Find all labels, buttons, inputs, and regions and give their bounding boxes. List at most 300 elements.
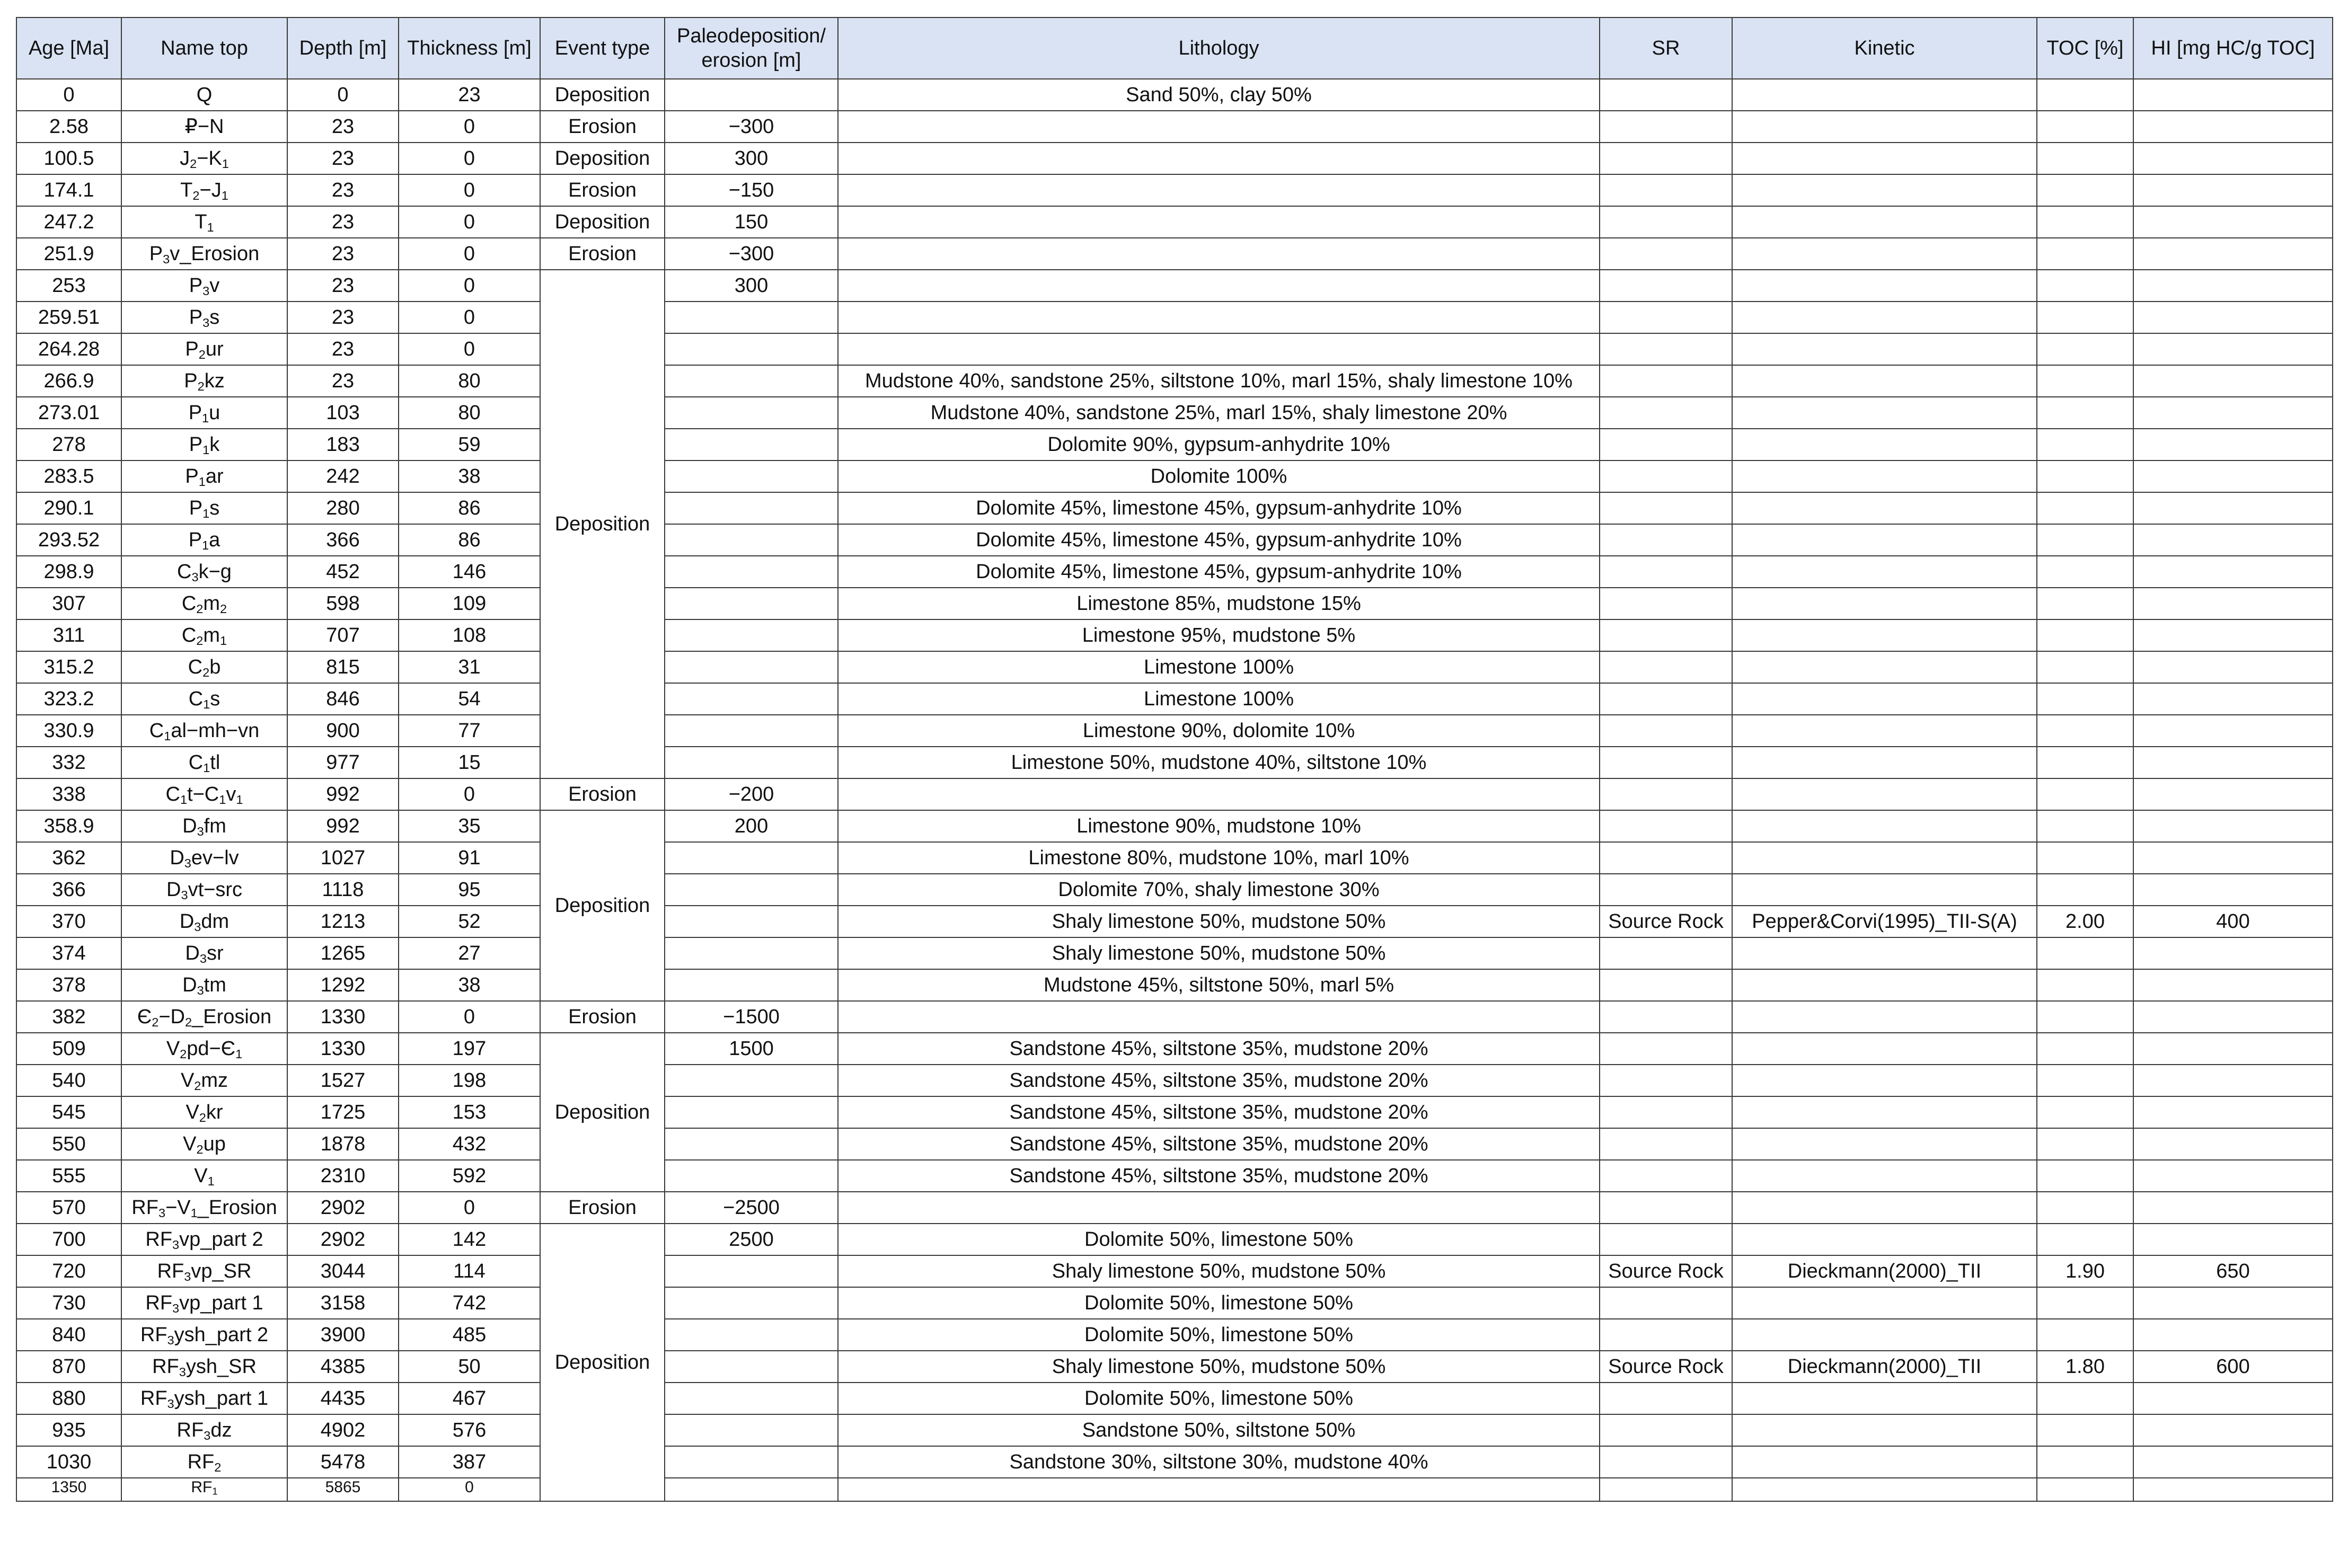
lithology-cell: Sandstone 45%, siltstone 35%, mudstone 20% xyxy=(838,1096,1600,1128)
table-row xyxy=(16,747,2333,778)
toc-cell xyxy=(2037,1160,2133,1192)
hi-cell xyxy=(2133,1287,2333,1319)
name-part: C xyxy=(181,624,197,646)
age-cell: 720 xyxy=(16,1255,121,1287)
thickness-cell: 80 xyxy=(399,397,540,429)
name-subscript: 3 xyxy=(202,315,210,330)
name-part: m xyxy=(203,624,220,646)
depth-cell: 3900 xyxy=(287,1319,399,1351)
name-part: D xyxy=(170,847,184,869)
toc-cell xyxy=(2037,492,2133,524)
name-top-cell xyxy=(121,1351,287,1383)
depth-cell: 3158 xyxy=(287,1287,399,1319)
thickness-cell: 0 xyxy=(399,143,540,174)
sr-cell xyxy=(1600,747,1732,778)
kinetic-cell xyxy=(1732,429,2037,460)
toc-cell xyxy=(2037,1192,2133,1224)
lithology-cell: Sandstone 30%, siltstone 30%, mudstone 40% xyxy=(838,1446,1600,1478)
table-row xyxy=(16,1383,2333,1414)
name-top-cell xyxy=(121,429,287,460)
name-top-cell xyxy=(121,747,287,778)
thickness-cell: 0 xyxy=(399,238,540,270)
name-part: fm xyxy=(204,815,226,837)
name-part: k xyxy=(209,433,220,456)
kinetic-cell xyxy=(1732,143,2037,174)
hi-cell xyxy=(2133,365,2333,397)
toc-cell xyxy=(2037,1478,2133,1501)
toc-cell xyxy=(2037,1128,2133,1160)
depth-cell: 598 xyxy=(287,588,399,619)
thickness-cell: 142 xyxy=(399,1224,540,1255)
table-row xyxy=(16,1319,2333,1351)
name-top-cell xyxy=(121,619,287,651)
name-part: P xyxy=(188,529,202,551)
lithology-cell xyxy=(838,778,1600,810)
sr-cell xyxy=(1600,778,1732,810)
lithology-cell: Dolomite 45%, limestone 45%, gypsum-anhydrite 10% xyxy=(838,492,1600,524)
kinetic-cell xyxy=(1732,111,2037,143)
depth-cell: 23 xyxy=(287,333,399,365)
name-subscript: 1 xyxy=(221,188,228,202)
paleodeposition-cell: 200 xyxy=(665,810,838,842)
depth-cell: 2310 xyxy=(287,1160,399,1192)
age-cell: 1350 xyxy=(16,1478,121,1501)
depth-cell: 2902 xyxy=(287,1224,399,1255)
sr-cell xyxy=(1600,874,1732,906)
name-subscript: 3 xyxy=(179,1365,186,1379)
header-thickness: Thickness [m] xyxy=(399,17,540,79)
name-part: T xyxy=(195,211,207,233)
kinetic-cell xyxy=(1732,174,2037,206)
name-top-cell xyxy=(121,111,287,143)
table-row xyxy=(16,778,2333,810)
name-part: vp_part 1 xyxy=(179,1292,263,1314)
toc-cell xyxy=(2037,238,2133,270)
name-part: RF xyxy=(131,1197,158,1219)
depth-cell: 4385 xyxy=(287,1351,399,1383)
age-cell: 362 xyxy=(16,842,121,874)
thickness-cell: 109 xyxy=(399,588,540,619)
name-part: RF xyxy=(152,1356,179,1378)
kinetic-cell xyxy=(1732,842,2037,874)
name-part: pd−Є xyxy=(187,1038,236,1060)
paleodeposition-cell xyxy=(665,79,838,111)
thickness-cell: 0 xyxy=(399,111,540,143)
event-type-cell: Deposition xyxy=(540,1224,665,1501)
depth-cell: 1330 xyxy=(287,1033,399,1065)
kinetic-cell xyxy=(1732,810,2037,842)
thickness-cell: 52 xyxy=(399,906,540,937)
name-top-cell xyxy=(121,1160,287,1192)
paleodeposition-cell xyxy=(665,524,838,556)
toc-cell xyxy=(2037,174,2133,206)
name-subscript: 3 xyxy=(197,983,204,997)
name-subscript: 3 xyxy=(172,1301,180,1315)
age-cell: 730 xyxy=(16,1287,121,1319)
name-part: C xyxy=(165,783,180,805)
toc-cell xyxy=(2037,651,2133,683)
sr-cell xyxy=(1600,683,1732,715)
thickness-cell: 485 xyxy=(399,1319,540,1351)
depth-cell: 1330 xyxy=(287,1001,399,1033)
name-part: P xyxy=(149,243,163,265)
sr-cell xyxy=(1600,619,1732,651)
toc-cell xyxy=(2037,1224,2133,1255)
name-part: T xyxy=(180,179,193,201)
lithology-cell xyxy=(838,174,1600,206)
age-cell: 540 xyxy=(16,1065,121,1096)
toc-cell xyxy=(2037,588,2133,619)
age-cell: 880 xyxy=(16,1383,121,1414)
name-part: ev−lv xyxy=(191,847,239,869)
name-part: kr xyxy=(206,1101,223,1123)
event-type-cell: Erosion xyxy=(540,1192,665,1224)
paleodeposition-cell xyxy=(665,1319,838,1351)
name-top-cell xyxy=(121,556,287,588)
name-part: −K xyxy=(197,147,222,170)
table-row xyxy=(16,1414,2333,1446)
hi-cell xyxy=(2133,238,2333,270)
name-top-cell xyxy=(121,1128,287,1160)
toc-cell xyxy=(2037,1001,2133,1033)
depth-cell: 4902 xyxy=(287,1414,399,1446)
thickness-cell: 0 xyxy=(399,206,540,238)
paleodeposition-cell: −1500 xyxy=(665,1001,838,1033)
name-part: RF xyxy=(157,1260,184,1282)
name-top-cell xyxy=(121,842,287,874)
paleodeposition-cell: −2500 xyxy=(665,1192,838,1224)
name-subscript: 2 xyxy=(198,347,206,361)
toc-cell: 2.00 xyxy=(2037,906,2133,937)
name-part: RF xyxy=(140,1387,167,1410)
age-cell: 378 xyxy=(16,969,121,1001)
depth-cell: 23 xyxy=(287,365,399,397)
sr-cell xyxy=(1600,302,1732,333)
age-cell: 2.58 xyxy=(16,111,121,143)
thickness-cell: 59 xyxy=(399,429,540,460)
name-subscript: 2 xyxy=(180,1047,187,1061)
paleodeposition-cell xyxy=(665,397,838,429)
paleodeposition-cell xyxy=(665,333,838,365)
table-row xyxy=(16,1478,2333,1501)
name-subscript: 3 xyxy=(204,1428,211,1442)
sr-cell xyxy=(1600,143,1732,174)
depth-cell: 4435 xyxy=(287,1383,399,1414)
table-row xyxy=(16,1001,2333,1033)
name-part: Q xyxy=(196,84,213,106)
age-cell: 251.9 xyxy=(16,238,121,270)
sr-cell xyxy=(1600,1096,1732,1128)
name-subscript: 1 xyxy=(220,633,227,648)
age-cell: 266.9 xyxy=(16,365,121,397)
age-cell: 278 xyxy=(16,429,121,460)
sr-cell xyxy=(1600,492,1732,524)
name-top-cell xyxy=(121,715,287,747)
kinetic-cell xyxy=(1732,651,2037,683)
sr-cell xyxy=(1600,1319,1732,1351)
toc-cell xyxy=(2037,619,2133,651)
age-cell: 550 xyxy=(16,1128,121,1160)
paleodeposition-cell xyxy=(665,1478,838,1501)
header-paleodeposition: Paleodeposition/ erosion [m] xyxy=(665,17,838,79)
hi-cell xyxy=(2133,683,2333,715)
sr-cell xyxy=(1600,524,1732,556)
depth-cell: 452 xyxy=(287,556,399,588)
table-row xyxy=(16,365,2333,397)
paleodeposition-cell xyxy=(665,1351,838,1383)
toc-cell xyxy=(2037,460,2133,492)
name-subscript: 2 xyxy=(199,1110,206,1124)
sr-cell xyxy=(1600,588,1732,619)
event-type-cell: Deposition xyxy=(540,270,665,778)
name-subscript: 3 xyxy=(194,919,201,934)
kinetic-cell xyxy=(1732,1096,2037,1128)
name-top-cell xyxy=(121,1255,287,1287)
header-hi: HI [mg HC/g TOC] xyxy=(2133,17,2333,79)
lithology-cell: Limestone 90%, dolomite 10% xyxy=(838,715,1600,747)
age-cell: 1030 xyxy=(16,1446,121,1478)
name-subscript: 2 xyxy=(202,665,210,679)
kinetic-cell xyxy=(1732,588,2037,619)
name-subscript: 2 xyxy=(184,1015,192,1029)
kinetic-cell xyxy=(1732,683,2037,715)
sr-cell xyxy=(1600,111,1732,143)
name-top-cell xyxy=(121,1446,287,1478)
thickness-cell: 0 xyxy=(399,302,540,333)
paleodeposition-cell xyxy=(665,588,838,619)
depth-cell: 103 xyxy=(287,397,399,429)
name-part: V xyxy=(180,1069,195,1092)
lithology-cell xyxy=(838,143,1600,174)
thickness-cell: 35 xyxy=(399,810,540,842)
name-top-cell xyxy=(121,238,287,270)
name-part: tl xyxy=(210,751,220,774)
sr-cell xyxy=(1600,174,1732,206)
age-cell: 555 xyxy=(16,1160,121,1192)
hi-cell xyxy=(2133,747,2333,778)
name-part: Є xyxy=(137,1006,152,1028)
name-part: a xyxy=(209,529,220,551)
table-row xyxy=(16,206,2333,238)
kinetic-cell xyxy=(1732,238,2037,270)
lithology-cell xyxy=(838,1192,1600,1224)
lithology-cell: Mudstone 40%, sandstone 25%, siltstone 10%, marl 15%, shaly limestone 10% xyxy=(838,365,1600,397)
hi-cell xyxy=(2133,429,2333,460)
hi-cell xyxy=(2133,397,2333,429)
table-row xyxy=(16,270,2333,302)
depth-cell: 183 xyxy=(287,429,399,460)
name-top-cell xyxy=(121,397,287,429)
sr-cell: Source Rock xyxy=(1600,1351,1732,1383)
name-part: k−g xyxy=(198,561,232,583)
name-part: mz xyxy=(201,1069,228,1092)
thickness-cell: 80 xyxy=(399,365,540,397)
hi-cell xyxy=(2133,778,2333,810)
age-cell: 290.1 xyxy=(16,492,121,524)
table-row xyxy=(16,460,2333,492)
paleodeposition-cell xyxy=(665,1383,838,1414)
sr-cell xyxy=(1600,429,1732,460)
kinetic-cell xyxy=(1732,1319,2037,1351)
paleodeposition-cell xyxy=(665,842,838,874)
thickness-cell: 198 xyxy=(399,1065,540,1096)
lithology-cell: Dolomite 100% xyxy=(838,460,1600,492)
name-subscript: 3 xyxy=(191,570,199,584)
thickness-cell: 91 xyxy=(399,842,540,874)
name-top-cell xyxy=(121,1096,287,1128)
table-row xyxy=(16,1065,2333,1096)
name-subscript: 2 xyxy=(196,1142,204,1156)
table-row xyxy=(16,1128,2333,1160)
thickness-cell: 86 xyxy=(399,492,540,524)
toc-cell xyxy=(2037,111,2133,143)
sr-cell xyxy=(1600,1287,1732,1319)
depth-cell: 977 xyxy=(287,747,399,778)
paleodeposition-cell: 300 xyxy=(665,270,838,302)
table-row xyxy=(16,238,2333,270)
thickness-cell: 54 xyxy=(399,683,540,715)
kinetic-cell xyxy=(1732,715,2037,747)
event-type-cell: Erosion xyxy=(540,1001,665,1033)
hi-cell xyxy=(2133,619,2333,651)
thickness-cell: 592 xyxy=(399,1160,540,1192)
hi-cell xyxy=(2133,1001,2333,1033)
lithology-cell xyxy=(838,1001,1600,1033)
thickness-cell: 114 xyxy=(399,1255,540,1287)
kinetic-cell xyxy=(1732,79,2037,111)
name-part: al−mh−vn xyxy=(171,720,260,742)
name-part: D xyxy=(185,942,200,964)
paleodeposition-cell xyxy=(665,715,838,747)
age-cell: 253 xyxy=(16,270,121,302)
hi-cell xyxy=(2133,1383,2333,1414)
name-subscript: 1 xyxy=(202,411,209,425)
thickness-cell: 86 xyxy=(399,524,540,556)
name-subscript: 3 xyxy=(184,856,191,870)
name-part: _Erosion xyxy=(192,1006,272,1028)
name-part: kz xyxy=(204,370,225,392)
hi-cell xyxy=(2133,810,2333,842)
name-part: RF xyxy=(187,1451,215,1473)
thickness-cell: 15 xyxy=(399,747,540,778)
stratigraphy-table xyxy=(16,17,2333,1502)
age-cell: 283.5 xyxy=(16,460,121,492)
lithology-cell: Dolomite 45%, limestone 45%, gypsum-anhydrite 10% xyxy=(838,524,1600,556)
name-subscript: 3 xyxy=(181,888,188,902)
name-top-cell xyxy=(121,1224,287,1255)
name-subscript: 1 xyxy=(235,1047,243,1061)
sr-cell xyxy=(1600,270,1732,302)
name-part: u xyxy=(209,402,220,424)
lithology-cell: Shaly limestone 50%, mudstone 50% xyxy=(838,937,1600,969)
depth-cell: 900 xyxy=(287,715,399,747)
paleodeposition-cell xyxy=(665,492,838,524)
age-cell: 358.9 xyxy=(16,810,121,842)
toc-cell xyxy=(2037,206,2133,238)
name-part: −D xyxy=(158,1006,185,1028)
toc-cell xyxy=(2037,778,2133,810)
name-top-cell xyxy=(121,1478,287,1501)
name-subscript: 2 xyxy=(214,1460,222,1474)
toc-cell xyxy=(2037,715,2133,747)
depth-cell: 1118 xyxy=(287,874,399,906)
hi-cell xyxy=(2133,270,2333,302)
name-top-cell xyxy=(121,651,287,683)
name-subscript: 3 xyxy=(172,1237,180,1252)
depth-cell: 5478 xyxy=(287,1446,399,1478)
toc-cell xyxy=(2037,1033,2133,1065)
toc-cell xyxy=(2037,429,2133,460)
event-type-cell: Erosion xyxy=(540,238,665,270)
paleodeposition-cell: −150 xyxy=(665,174,838,206)
toc-cell xyxy=(2037,365,2133,397)
thickness-cell: 0 xyxy=(399,1001,540,1033)
paleodeposition-cell: −300 xyxy=(665,111,838,143)
toc-cell xyxy=(2037,937,2133,969)
age-cell: 382 xyxy=(16,1001,121,1033)
name-subscript: 3 xyxy=(158,1206,166,1220)
name-part: P xyxy=(189,433,203,456)
lithology-cell xyxy=(838,111,1600,143)
name-part: b xyxy=(209,656,221,678)
toc-cell xyxy=(2037,969,2133,1001)
thickness-cell: 197 xyxy=(399,1033,540,1065)
sr-cell xyxy=(1600,969,1732,1001)
name-part: P xyxy=(189,306,203,329)
thickness-cell: 38 xyxy=(399,969,540,1001)
lithology-cell: Mudstone 40%, sandstone 25%, marl 15%, shaly limestone 20% xyxy=(838,397,1600,429)
paleodeposition-cell xyxy=(665,1065,838,1096)
depth-cell: 815 xyxy=(287,651,399,683)
name-part: −J xyxy=(199,179,222,201)
thickness-cell: 95 xyxy=(399,874,540,906)
lithology-cell: Dolomite 50%, limestone 50% xyxy=(838,1319,1600,1351)
lithology-cell: Limestone 50%, mudstone 40%, siltstone 10% xyxy=(838,747,1600,778)
paleodeposition-cell xyxy=(665,969,838,1001)
age-cell: 545 xyxy=(16,1096,121,1128)
name-part: sr xyxy=(206,942,224,964)
kinetic-cell xyxy=(1732,365,2037,397)
header-toc: TOC [%] xyxy=(2037,17,2133,79)
toc-cell xyxy=(2037,397,2133,429)
thickness-cell: 146 xyxy=(399,556,540,588)
thickness-cell: 23 xyxy=(399,79,540,111)
name-subscript: 1 xyxy=(202,442,210,457)
table-row xyxy=(16,937,2333,969)
name-part: V xyxy=(186,1101,199,1123)
lithology-cell: Limestone 85%, mudstone 15% xyxy=(838,588,1600,619)
name-subscript: 2 xyxy=(194,1078,201,1093)
hi-cell: 400 xyxy=(2133,906,2333,937)
event-type-cell: Deposition xyxy=(540,1033,665,1192)
hi-cell: 600 xyxy=(2133,1351,2333,1383)
sr-cell: Source Rock xyxy=(1600,1255,1732,1287)
name-subscript: 3 xyxy=(197,824,204,838)
table-row xyxy=(16,810,2333,842)
age-cell: 370 xyxy=(16,906,121,937)
name-subscript: 2 xyxy=(197,379,205,393)
hi-cell xyxy=(2133,651,2333,683)
name-subscript: 3 xyxy=(199,951,207,965)
name-top-cell xyxy=(121,460,287,492)
depth-cell: 23 xyxy=(287,143,399,174)
name-part: D xyxy=(166,879,181,901)
paleodeposition-cell xyxy=(665,683,838,715)
toc-cell xyxy=(2037,333,2133,365)
name-subscript: 2 xyxy=(220,601,227,616)
header-lithology: Lithology xyxy=(838,17,1600,79)
depth-cell: 242 xyxy=(287,460,399,492)
